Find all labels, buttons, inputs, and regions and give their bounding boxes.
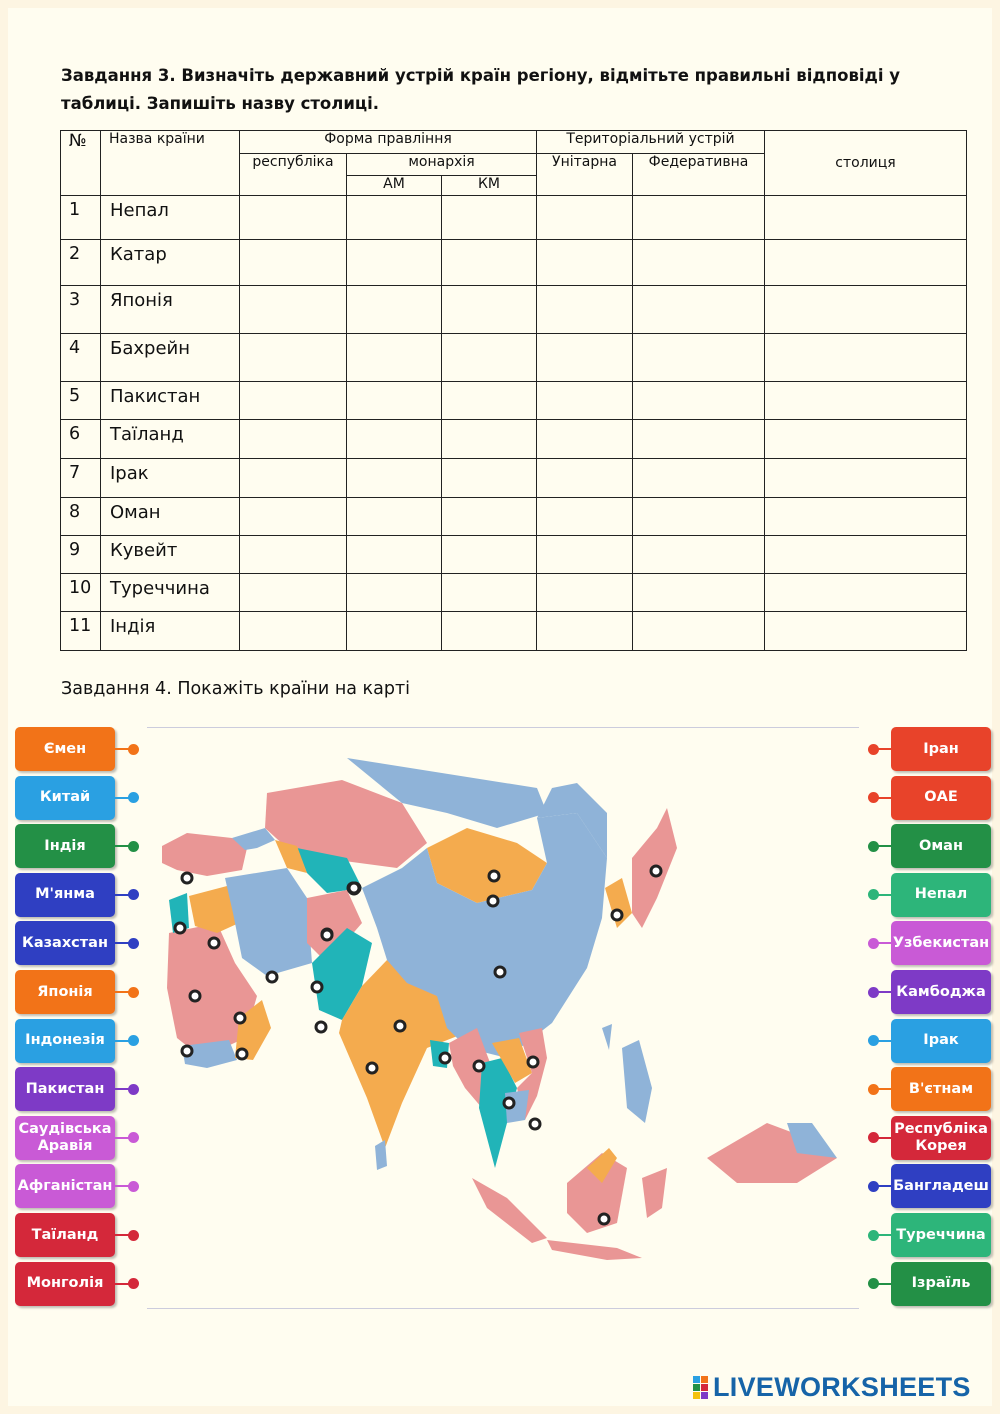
answer-cell-capital[interactable] <box>765 420 967 459</box>
country-label[interactable]: Туреччина <box>891 1213 991 1257</box>
map-pin-cambodia <box>530 1119 540 1129</box>
country-label[interactable]: Ємен <box>15 727 115 771</box>
answer-cell-capital[interactable] <box>765 498 967 536</box>
answer-cell-republic[interactable] <box>240 240 347 286</box>
map-pin-nepal <box>395 1021 405 1031</box>
label-anchor-dot[interactable] <box>128 938 139 949</box>
answer-cell-capital[interactable] <box>765 459 967 498</box>
answer-cell-republic[interactable] <box>240 574 347 612</box>
country-label[interactable]: Ірак <box>891 1019 991 1063</box>
answer-cell-km[interactable] <box>442 240 537 286</box>
map-pin-oman <box>237 1049 247 1059</box>
map-pin-bangladesh <box>440 1053 450 1063</box>
map-pin-china <box>495 967 505 977</box>
map-pin-myanmar <box>474 1061 484 1071</box>
answer-cell-unitary[interactable] <box>537 420 633 459</box>
map-pin-japan <box>651 866 661 876</box>
label-anchor-dot[interactable] <box>128 744 139 755</box>
answer-cell-am[interactable] <box>347 334 442 382</box>
row-number: 5 <box>61 382 101 420</box>
answer-cell-am[interactable] <box>347 286 442 334</box>
row-country: Оман <box>101 498 240 536</box>
map-pin-saudi <box>190 991 200 1001</box>
answer-cell-am[interactable] <box>347 459 442 498</box>
task3-line2: таблиці. Запишіть назву столиці. <box>61 94 380 113</box>
answer-cell-capital[interactable] <box>765 612 967 651</box>
table-row <box>61 498 967 536</box>
row-number: 9 <box>61 536 101 574</box>
task3-instructions <box>61 62 941 118</box>
answer-cell-federal[interactable] <box>633 574 765 612</box>
row-number: 8 <box>61 498 101 536</box>
country-label[interactable]: Китай <box>15 776 115 820</box>
answer-cell-am[interactable] <box>347 498 442 536</box>
country-label[interactable]: Оман <box>891 824 991 868</box>
answer-cell-capital[interactable] <box>765 240 967 286</box>
label-anchor-dot[interactable] <box>868 841 879 852</box>
row-country: Непал <box>101 196 240 240</box>
map-pin-pakistan-b <box>312 982 322 992</box>
answer-cell-republic[interactable] <box>240 286 347 334</box>
answer-cell-federal[interactable] <box>633 459 765 498</box>
label-anchor-dot[interactable] <box>128 1181 139 1192</box>
row-country: Кувейт <box>101 536 240 574</box>
header-number: № <box>61 131 101 196</box>
answer-cell-km[interactable] <box>442 536 537 574</box>
header-territorial: Територіальний устрій <box>537 131 765 154</box>
row-country: Ірак <box>101 459 240 498</box>
liveworksheets-logo <box>693 1372 971 1403</box>
row-country: Туреччина <box>101 574 240 612</box>
answer-cell-federal[interactable] <box>633 196 765 240</box>
map-pin-turkey <box>182 873 192 883</box>
answer-cell-unitary[interactable] <box>537 382 633 420</box>
map-pin-kazakhstan <box>488 896 498 906</box>
header-km: КМ <box>442 176 537 196</box>
country-label[interactable]: Ізраїль <box>891 1262 991 1306</box>
table-row <box>61 536 967 574</box>
row-country: Індія <box>101 612 240 651</box>
row-number: 11 <box>61 612 101 651</box>
answer-cell-unitary[interactable] <box>537 574 633 612</box>
map-pin-qatar <box>235 1013 245 1023</box>
map-pin-indonesia <box>599 1214 609 1224</box>
map-pin-thailand <box>504 1098 514 1108</box>
answer-cell-unitary[interactable] <box>537 196 633 240</box>
label-anchor-dot[interactable] <box>868 744 879 755</box>
label-anchor-dot[interactable] <box>128 1084 139 1095</box>
answer-cell-federal[interactable] <box>633 420 765 459</box>
row-number: 1 <box>61 196 101 240</box>
map-region-philippines <box>622 1040 652 1123</box>
answer-cell-capital[interactable] <box>765 536 967 574</box>
answer-cell-federal[interactable] <box>633 612 765 651</box>
country-label[interactable]: Бангладеш <box>891 1164 991 1208</box>
answer-cell-federal[interactable] <box>633 536 765 574</box>
country-label[interactable]: Узбекистан <box>891 921 991 965</box>
table-row <box>61 286 967 334</box>
map-svg <box>147 728 859 1310</box>
header-unitary: Унітарна <box>537 154 633 196</box>
row-country: Пакистан <box>101 382 240 420</box>
label-anchor-dot[interactable] <box>868 987 879 998</box>
task3-line1: Завдання 3. Визначіть державний устрій країн регіону, відмітьте правильні відповіді у <box>61 66 901 85</box>
answer-cell-capital[interactable] <box>765 196 967 240</box>
country-label[interactable]: Таїланд <box>15 1213 115 1257</box>
map-region-srilanka <box>375 1140 387 1170</box>
answer-cell-km[interactable] <box>442 334 537 382</box>
map-pin-vietnam <box>528 1057 538 1067</box>
table-row <box>61 574 967 612</box>
map-region-taiwan <box>602 1024 612 1050</box>
answer-cell-capital[interactable] <box>765 382 967 420</box>
country-label[interactable]: Афганістан <box>15 1164 115 1208</box>
country-label[interactable]: Монголія <box>15 1262 115 1306</box>
answer-cell-republic[interactable] <box>240 612 347 651</box>
answer-cell-federal[interactable] <box>633 240 765 286</box>
table-body <box>61 196 967 651</box>
map-pin-iraq <box>209 938 219 948</box>
country-label[interactable]: Індонезія <box>15 1019 115 1063</box>
answer-cell-republic[interactable] <box>240 536 347 574</box>
label-anchor-dot[interactable] <box>868 938 879 949</box>
map-pin-india <box>367 1063 377 1073</box>
answer-cell-km[interactable] <box>442 382 537 420</box>
country-label[interactable]: Індія <box>15 824 115 868</box>
liveworksheets-logo-icon <box>693 1376 708 1399</box>
answer-cell-am[interactable] <box>347 196 442 240</box>
country-label[interactable]: Іран <box>891 727 991 771</box>
answer-cell-unitary[interactable] <box>537 286 633 334</box>
answer-cell-republic[interactable] <box>240 459 347 498</box>
answer-cell-federal[interactable] <box>633 498 765 536</box>
row-number: 6 <box>61 420 101 459</box>
header-monarchy: монархія <box>347 154 537 176</box>
map-pin-afghanistan-b <box>322 930 332 940</box>
map-pin-iran <box>267 972 277 982</box>
header-government-form: Форма правління <box>240 131 537 154</box>
table-row <box>61 420 967 459</box>
answer-cell-unitary[interactable] <box>537 536 633 574</box>
answer-cell-am[interactable] <box>347 536 442 574</box>
map-pin-dup3 <box>349 883 359 893</box>
table-row <box>61 196 967 240</box>
row-number: 7 <box>61 459 101 498</box>
row-number: 4 <box>61 334 101 382</box>
answer-cell-unitary[interactable] <box>537 240 633 286</box>
map-pin-korea <box>612 910 622 920</box>
answer-cell-federal[interactable] <box>633 286 765 334</box>
country-label[interactable]: Саудівська Аравія <box>15 1116 115 1160</box>
answer-cell-km[interactable] <box>442 459 537 498</box>
answer-cell-capital[interactable] <box>765 574 967 612</box>
table-row <box>61 382 967 420</box>
answer-cell-unitary[interactable] <box>537 612 633 651</box>
label-anchor-dot[interactable] <box>128 841 139 852</box>
table-row <box>61 334 967 382</box>
country-label[interactable]: Пакистан <box>15 1067 115 1111</box>
header-federal: Федеративна <box>633 154 765 196</box>
answer-cell-km[interactable] <box>442 286 537 334</box>
map-region-iran <box>225 868 312 976</box>
country-label[interactable]: Непал <box>891 873 991 917</box>
row-country: Бахрейн <box>101 334 240 382</box>
table-row <box>61 459 967 498</box>
country-label[interactable]: ОАЕ <box>891 776 991 820</box>
answer-cell-km[interactable] <box>442 420 537 459</box>
answer-cell-am[interactable] <box>347 574 442 612</box>
government-table <box>60 130 967 651</box>
country-label[interactable]: Камбоджа <box>891 970 991 1014</box>
label-anchor-dot[interactable] <box>128 1230 139 1241</box>
country-label[interactable]: Казахстан <box>15 921 115 965</box>
table-row <box>61 240 967 286</box>
header-am: АМ <box>347 176 442 196</box>
answer-cell-federal[interactable] <box>633 382 765 420</box>
country-label[interactable]: Японія <box>15 970 115 1014</box>
answer-cell-republic[interactable] <box>240 420 347 459</box>
header-republic: республіка <box>240 154 347 196</box>
header-capital: столиця <box>765 131 967 196</box>
liveworksheets-brand-text: LIVEWORKSHEETS <box>713 1372 971 1402</box>
answer-cell-am[interactable] <box>347 382 442 420</box>
header-country: Назва країни <box>101 131 240 196</box>
answer-cell-unitary[interactable] <box>537 459 633 498</box>
answer-cell-federal[interactable] <box>633 334 765 382</box>
map-region-java <box>547 1240 642 1260</box>
answer-cell-am[interactable] <box>347 612 442 651</box>
country-label[interactable]: М'янма <box>15 873 115 917</box>
map-pin-levant <box>175 923 185 933</box>
row-number: 2 <box>61 240 101 286</box>
row-number: 10 <box>61 574 101 612</box>
answer-cell-am[interactable] <box>347 420 442 459</box>
label-anchor-dot[interactable] <box>868 1084 879 1095</box>
answer-cell-capital[interactable] <box>765 334 967 382</box>
map-region-sumatra <box>472 1178 547 1243</box>
country-label[interactable]: Республіка Корея <box>891 1116 991 1160</box>
map-pin-mongolia <box>489 871 499 881</box>
answer-cell-republic[interactable] <box>240 196 347 240</box>
answer-cell-km[interactable] <box>442 498 537 536</box>
answer-cell-capital[interactable] <box>765 286 967 334</box>
asia-map <box>147 727 859 1309</box>
label-anchor-dot[interactable] <box>868 1230 879 1241</box>
answer-cell-unitary[interactable] <box>537 498 633 536</box>
row-country: Таїланд <box>101 420 240 459</box>
map-pin-yemen <box>182 1046 192 1056</box>
map-pin-pakistan <box>316 1022 326 1032</box>
map-region-sulawesi <box>642 1168 667 1218</box>
answer-cell-republic[interactable] <box>240 498 347 536</box>
answer-cell-am[interactable] <box>347 240 442 286</box>
country-label[interactable]: В'єтнам <box>891 1067 991 1111</box>
answer-cell-republic[interactable] <box>240 382 347 420</box>
row-country: Катар <box>101 240 240 286</box>
table-row <box>61 612 967 651</box>
answer-cell-km[interactable] <box>442 196 537 240</box>
label-anchor-dot[interactable] <box>128 987 139 998</box>
answer-cell-km[interactable] <box>442 574 537 612</box>
label-anchor-dot[interactable] <box>868 1181 879 1192</box>
answer-cell-republic[interactable] <box>240 334 347 382</box>
answer-cell-unitary[interactable] <box>537 334 633 382</box>
answer-cell-km[interactable] <box>442 612 537 651</box>
row-number: 3 <box>61 286 101 334</box>
row-country: Японія <box>101 286 240 334</box>
task4-title: Завдання 4. Покажіть країни на карті <box>61 679 411 699</box>
